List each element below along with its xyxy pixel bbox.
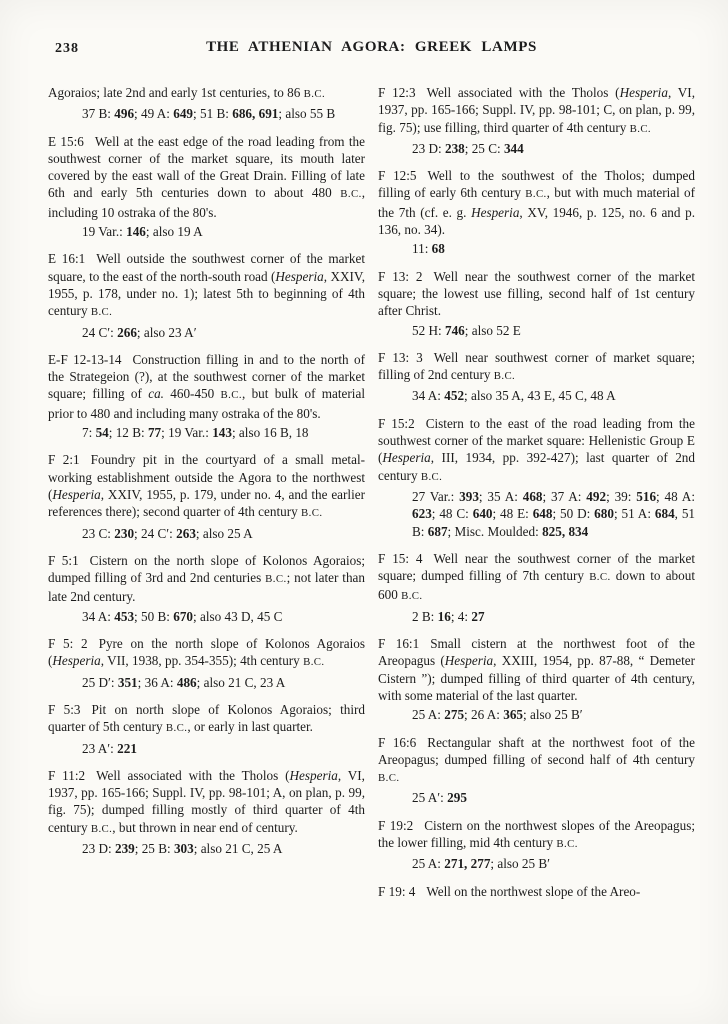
deposit-id: E-F 12-13-14 xyxy=(48,351,122,367)
catalog-refs: 25 A: 271, 277; also 25 B′ xyxy=(412,856,551,872)
entry-body xyxy=(378,550,695,606)
entry-body xyxy=(48,701,365,738)
deposit-entry xyxy=(378,817,695,873)
deposit-id: F 15:2 xyxy=(378,415,415,431)
two-column-text xyxy=(48,84,695,910)
deposit-description: Small cistern at the northwest foot of the Areopagus (Hesperia, XXIII, 1954, pp. 87-88, “ Demeter Cistern ”); dumped filling of third quarter of 4th century, with some material of the last quarter. xyxy=(378,636,696,703)
deposit-id: F 13: 2 xyxy=(378,268,423,284)
catalog-refs: 7: 54; 12 B: 77; 19 Var.: 143; also 16 B, 18 xyxy=(82,425,309,441)
deposit-id: F 5:3 xyxy=(48,701,81,717)
catalog-refs: 34 A: 453; 50 B: 670; also 43 D, 45 C xyxy=(82,608,283,624)
deposit-id: F 16:1 xyxy=(378,636,420,652)
entry-body xyxy=(378,268,695,320)
deposit-entry xyxy=(378,349,695,405)
deposit-description: Construction filling in and to the north of the Strategeion (?), at the southwest corner of the market square; filling of ca. 460-450 B.C., but bulk of material prior to 480 and including many ostraka of the 80's. xyxy=(48,351,365,421)
deposit-id: F 5: 2 xyxy=(48,636,88,652)
entry-body xyxy=(48,351,365,422)
catalog-refs: 19 Var.: 146; also 19 A xyxy=(82,224,203,240)
deposit-id: F 19: 4 xyxy=(378,883,416,899)
entry-body xyxy=(378,415,695,486)
deposit-description: Well near southwest corner of market square; filling of 2nd century B.C. xyxy=(378,349,696,383)
catalog-refs: 25 A′: 295 xyxy=(412,790,467,806)
left-column xyxy=(48,84,365,910)
deposit-id: E 16:1 xyxy=(48,251,86,267)
catalog-refs: 24 C′: 266; also 23 A′ xyxy=(82,324,197,340)
deposit-entry xyxy=(378,883,695,900)
entry-body xyxy=(48,635,365,672)
deposit-description: Well near the southwest corner of the market square; the lowest use filling, second half of 1st century after Christ. xyxy=(378,268,696,319)
catalog-refs: 23 D: 239; 25 B: 303; also 21 C, 25 A xyxy=(82,840,283,856)
deposit-entry xyxy=(378,167,695,257)
deposit-description: Rectangular shaft at the northwest foot of the Areopagus; dumped filling of second half of 4th century B.C. xyxy=(378,734,696,785)
deposit-id: F 12:3 xyxy=(378,85,416,100)
deposit-id: F 5:1 xyxy=(48,552,79,568)
deposit-description: Well outside the southwest corner of the market square, to the east of the north-south road (Hesperia, XXIV, 1955, p. 178, under no. 1); latest 5th to beginning of 4th century B.C. xyxy=(48,251,366,319)
deposit-entry xyxy=(48,701,365,757)
deposit-entry xyxy=(48,451,365,541)
deposit-description: Pyre on the north slope of Kolonos Agoraios (Hesperia, VII, 1938, pp. 354-355); 4th century B.C. xyxy=(48,636,365,669)
deposit-id: F 16:6 xyxy=(378,734,417,750)
deposit-description: Pit on north slope of Kolonos Agoraios; third quarter of 5th century B.C., or early in last quarter. xyxy=(48,701,365,735)
catalog-refs: 23 D: 238; 25 C: 344 xyxy=(412,140,524,156)
entry-body xyxy=(378,734,695,788)
deposit-entry xyxy=(48,635,365,691)
page-number: 238 xyxy=(55,41,79,56)
deposit-id: F 11:2 xyxy=(48,767,86,783)
entry-body xyxy=(378,349,695,386)
deposit-description: Foundry pit in the courtyard of a small metal-working establishment outside the Agora to the northwest (Hesperia, XXIV, 1955, p. 179, under no. 4, and the earlier references there); second quarter of 4th century B.C. xyxy=(48,452,365,520)
entry-body xyxy=(48,552,365,606)
deposit-entry xyxy=(378,415,695,540)
deposit-description: Well associated with the Tholos (Hesperia, VI, 1937, pp. 165-166; Suppl. IV, pp. 98-101; C, on plan, p. 99, fig. 75); use filling, third quarter of 4th century B.C. xyxy=(378,85,695,135)
catalog-refs: 23 C: 230; 24 C′: 263; also 25 A xyxy=(82,525,253,541)
entry-body xyxy=(48,84,365,103)
deposit-entry xyxy=(48,351,365,441)
deposit-entry xyxy=(378,268,695,339)
deposit-id: F 12:5 xyxy=(378,168,417,184)
deposit-description: Cistern on the northwest slopes of the Areopagus; the lower filling, mid 4th century B.C. xyxy=(378,817,695,850)
deposit-entry xyxy=(48,552,365,625)
entry-body xyxy=(48,451,365,522)
deposit-entry xyxy=(48,84,365,123)
deposit-description: Cistern on the north slope of Kolonos Agoraios; dumped filling of 3rd and 2nd centuries B.C.; not later than late 2nd century. xyxy=(48,552,366,605)
page-header xyxy=(48,38,695,60)
deposit-id: F 2:1 xyxy=(48,452,80,468)
deposit-description: Well near the southwest corner of the market square; dumped filling of 7th century B.C. down to about 600 B.C. xyxy=(378,550,696,603)
catalog-refs: 37 B: 496; 49 A: 649; 51 B: 686, 691; also 55 B xyxy=(82,106,336,122)
entry-body xyxy=(378,84,695,138)
catalog-refs: 25 A: 275; 26 A: 365; also 25 B′ xyxy=(412,707,583,723)
deposit-description: Well on the northwest slope of the Areo- xyxy=(426,883,641,899)
deposit-entry xyxy=(378,550,695,625)
entry-body xyxy=(48,250,365,321)
catalog-refs: 27 Var.: 393; 35 A: 468; 37 A: 492; 39: 516; 48 A: 623; 48 C: 640; 48 E: 648; 50 D: 680; 51 A: 684, 51 B: 687; Misc. Moulded: 825, 834 xyxy=(412,488,696,539)
deposit-entry xyxy=(378,84,695,157)
deposit-description: Well associated with the Tholos (Hesperia, VI, 1937, pp. 165-166; Suppl. IV, pp. 98-101; A, on plan, p. 99, fig. 75); dumped filling mostly of third quarter of 4th century B.C., but thrown in near end of century. xyxy=(48,767,365,835)
catalog-refs: 34 A: 452; also 35 A, 43 E, 45 C, 48 A xyxy=(412,388,616,404)
right-column xyxy=(378,84,695,910)
deposit-entry xyxy=(48,133,365,241)
catalog-refs: 25 D′: 351; 36 A: 486; also 21 C, 23 A xyxy=(82,674,286,690)
deposit-id: F 19:2 xyxy=(378,817,414,833)
catalog-refs: 52 H: 746; also 52 E xyxy=(412,322,521,338)
deposit-id: F 15: 4 xyxy=(378,550,423,566)
deposit-description: Cistern to the east of the road leading from the southwest corner of the market square: Hellenistic Group E (Hesperia, III, 1934, pp. 392-427); last quarter of 2nd century B.C. xyxy=(378,415,695,483)
deposit-id: F 13: 3 xyxy=(378,349,423,365)
page-title: THE ATHENIAN AGORA: GREEK LAMPS xyxy=(206,39,537,55)
entry-body xyxy=(378,167,695,238)
deposit-entry xyxy=(378,734,695,807)
deposit-description: Well at the east edge of the road leading from the southwest corner of the market square, its mouth later covered by the east wall of the Great Drain. Filling of late 6th and early 5th centuries down to about 480 B.C., including 10 ostraka of the 80's. xyxy=(48,133,365,220)
deposit-entry xyxy=(48,767,365,857)
deposit-description: Agoraios; late 2nd and early 1st centuries, to 86 B.C. xyxy=(48,85,326,100)
entry-body xyxy=(378,817,695,854)
deposit-id: E 15:6 xyxy=(48,133,84,149)
catalog-refs: 23 A′: 221 xyxy=(82,740,137,756)
deposit-entry xyxy=(48,250,365,340)
catalog-refs: 11: 68 xyxy=(412,241,445,257)
deposit-description: Well to the southwest of the Tholos; dumped filling of early 6th century B.C., but with much material of the 7th (cf. e. g. Hesperia, XV, 1946, p. 125, no. 6 and p. 136, no. 34). xyxy=(378,168,696,238)
entry-body xyxy=(378,883,695,900)
entry-body xyxy=(378,635,695,704)
deposit-entry xyxy=(378,635,695,723)
catalog-refs: 2 B: 16; 4: 27 xyxy=(412,608,485,624)
entry-body xyxy=(48,133,365,221)
entry-body xyxy=(48,767,365,838)
